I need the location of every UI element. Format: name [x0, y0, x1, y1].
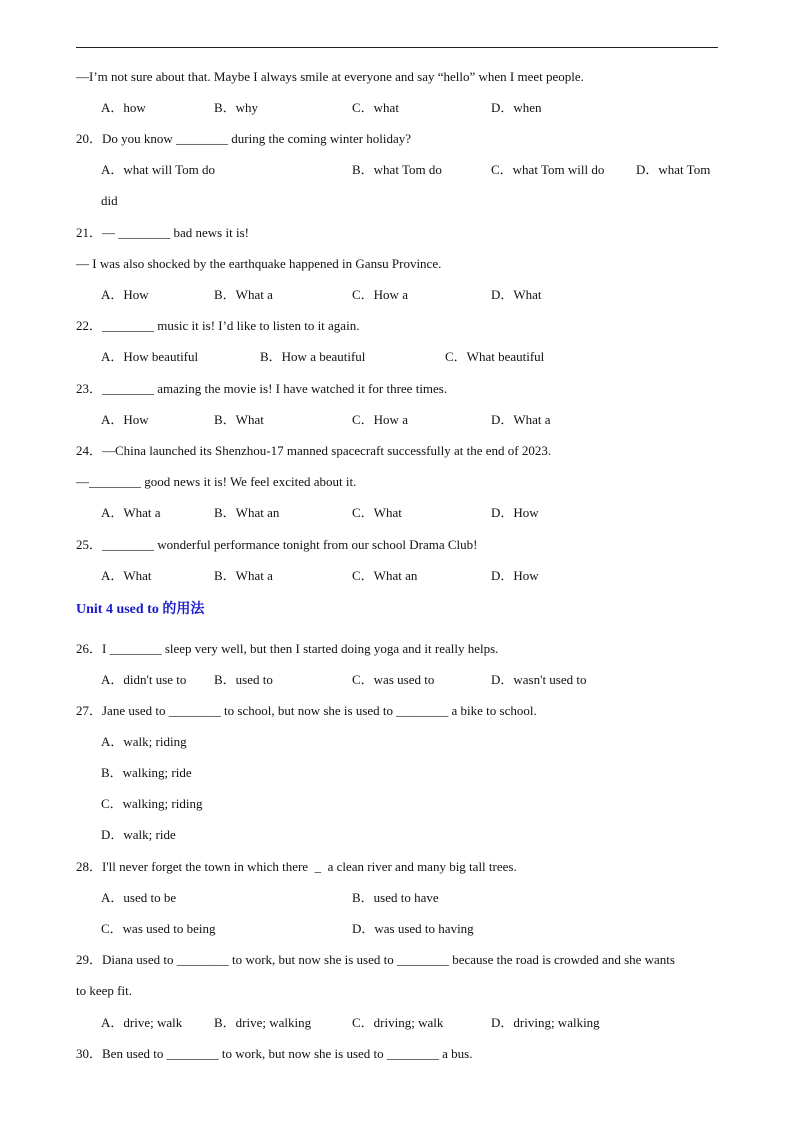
- q21-option-c: C．How a: [352, 287, 408, 302]
- q24-option-c: C．What: [352, 505, 402, 520]
- q28-option-b: B．used to have: [352, 890, 439, 905]
- q23-option-a: A．How: [101, 412, 149, 427]
- q19-dialog: —I’m not sure about that. Maybe I always smile at everyone and say “hello” when I meet people.: [76, 69, 584, 84]
- q24-dialog: —________ good news it is! We feel excited about it.: [76, 474, 357, 489]
- q19-option-c: C．what: [352, 100, 399, 115]
- q24-option-a: A．What a: [101, 505, 161, 520]
- q21-option-d: D．What: [491, 287, 542, 302]
- q20-option-d: D．what Tom: [636, 162, 711, 177]
- q23-option-c: C．How a: [352, 412, 408, 427]
- q22-option-c: C．What beautiful: [445, 349, 545, 364]
- q29-option-a: A．drive; walk: [101, 1015, 183, 1030]
- q25-option-a: A．What: [101, 568, 152, 583]
- q29-stem-wrap: to keep fit.: [76, 983, 132, 998]
- q22-option-b: B．How a beautiful: [260, 349, 366, 364]
- q27-option-c: C．walking; riding: [101, 796, 203, 811]
- q20-option-b: B．what Tom do: [352, 162, 442, 177]
- q26-option-b: B．used to: [214, 672, 273, 687]
- q25-stem: 25．________ wonderful performance tonight from our school Drama Club!: [76, 537, 478, 552]
- q27-option-b: B．walking; ride: [101, 765, 192, 780]
- section-heading: Unit 4 used to 的用法: [76, 602, 205, 617]
- q23-option-d: D．What a: [491, 412, 551, 427]
- q26-stem: 26．I ________ sleep very well, but then I started doing yoga and it really helps.: [76, 641, 499, 656]
- q24-option-b: B．What an: [214, 505, 280, 520]
- q20-stem: 20．Do you know ________ during the coming winter holiday?: [76, 131, 412, 146]
- q28-option-c: C．was used to being: [101, 921, 216, 936]
- q20-option-c: C．what Tom will do: [491, 162, 605, 177]
- q28-option-d: D．was used to having: [352, 921, 474, 936]
- q20-option-d-wrap: did: [101, 193, 118, 208]
- q25-option-b: B．What a: [214, 568, 273, 583]
- q25-option-d: D．How: [491, 568, 539, 583]
- q30-stem: 30．Ben used to ________ to work, but now she is used to ________ a bus.: [76, 1046, 473, 1061]
- q21-option-a: A．How: [101, 287, 149, 302]
- q27-stem: 27．Jane used to ________ to school, but now she is used to ________ a bike to school.: [76, 703, 537, 718]
- q24-option-d: D．How: [491, 505, 539, 520]
- q29-option-d: D．driving; walking: [491, 1015, 600, 1030]
- q23-option-b: B．What: [214, 412, 264, 427]
- q21-option-b: B．What a: [214, 287, 273, 302]
- q21-stem: 21．— ________ bad news it is!: [76, 225, 249, 240]
- q26-option-c: C．was used to: [352, 672, 435, 687]
- q28-stem: 28．I'll never forget the town in which there _ a clean river and many big tall trees.: [76, 859, 517, 874]
- q27-option-d: D．walk; ride: [101, 827, 176, 842]
- q29-option-c: C．driving; walk: [352, 1015, 444, 1030]
- q19-option-d: D．when: [491, 100, 542, 115]
- q19-option-b: B．why: [214, 100, 259, 115]
- q29-stem: 29．Diana used to ________ to work, but now she is used to ________ because the road is crowded and she wants: [76, 952, 675, 967]
- q19-option-a: A．how: [101, 100, 146, 115]
- q20-option-a: A．what will Tom do: [101, 162, 216, 177]
- q29-option-b: B．drive; walking: [214, 1015, 312, 1030]
- q23-stem: 23．________ amazing the movie is! I have watched it for three times.: [76, 381, 448, 396]
- q26-option-d: D．wasn't used to: [491, 672, 587, 687]
- q21-dialog: — I was also shocked by the earthquake happened in Gansu Province.: [76, 256, 442, 271]
- header-rule: [76, 47, 718, 48]
- q26-option-a: A．didn't use to: [101, 672, 187, 687]
- q28-option-a: A．used to be: [101, 890, 177, 905]
- q22-stem: 22．________ music it is! I’d like to listen to it again.: [76, 318, 360, 333]
- q25-option-c: C．What an: [352, 568, 418, 583]
- q24-stem: 24．—China launched its Shenzhou-17 manned spacecraft successfully at the end of 2023.: [76, 443, 552, 458]
- q22-option-a: A．How beautiful: [101, 349, 199, 364]
- q27-option-a: A．walk; riding: [101, 734, 187, 749]
